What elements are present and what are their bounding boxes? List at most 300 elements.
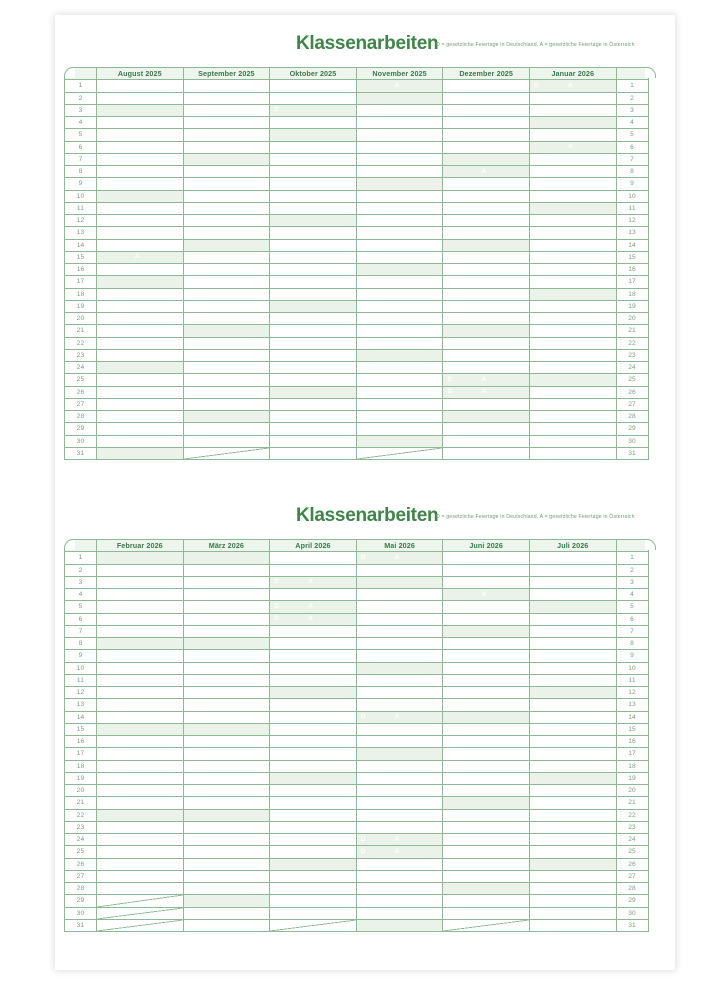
planner-day-cell[interactable]: [97, 166, 184, 178]
planner-day-cell[interactable]: [97, 638, 184, 650]
planner-day-cell[interactable]: [443, 153, 530, 165]
planner-day-cell[interactable]: [183, 300, 270, 312]
planner-day-cell[interactable]: [356, 362, 443, 374]
planner-day-cell[interactable]: [443, 166, 530, 178]
planner-day-cell[interactable]: [183, 576, 270, 588]
planner-day-cell[interactable]: [529, 687, 616, 699]
planner-day-cell[interactable]: [529, 907, 616, 919]
planner-day-cell[interactable]: [356, 178, 443, 190]
planner-day-cell[interactable]: [270, 601, 357, 613]
planner-day-cell[interactable]: [443, 313, 530, 325]
planner-day-cell[interactable]: [443, 650, 530, 662]
planner-day-cell[interactable]: [183, 202, 270, 214]
planner-day-cell[interactable]: [183, 736, 270, 748]
planner-day-cell[interactable]: [183, 398, 270, 410]
planner-day-cell[interactable]: [529, 723, 616, 735]
planner-day-cell[interactable]: [356, 834, 443, 846]
planner-day-cell[interactable]: [356, 251, 443, 263]
planner-day-cell[interactable]: [183, 386, 270, 398]
planner-day-cell[interactable]: [97, 552, 184, 564]
planner-day-cell[interactable]: [183, 411, 270, 423]
planner-day-cell[interactable]: [529, 809, 616, 821]
planner-day-cell[interactable]: [529, 674, 616, 686]
planner-day-cell[interactable]: [529, 589, 616, 601]
planner-day-cell[interactable]: [529, 797, 616, 809]
planner-day-cell[interactable]: [443, 625, 530, 637]
planner-day-cell[interactable]: [270, 92, 357, 104]
planner-day-cell[interactable]: [529, 711, 616, 723]
planner-day-cell[interactable]: [97, 153, 184, 165]
planner-day-cell[interactable]: [356, 785, 443, 797]
planner-day-cell[interactable]: [443, 398, 530, 410]
planner-day-cell[interactable]: [356, 411, 443, 423]
planner-day-cell[interactable]: [97, 264, 184, 276]
planner-day-cell[interactable]: [183, 699, 270, 711]
planner-day-cell[interactable]: [97, 785, 184, 797]
planner-day-cell[interactable]: [270, 846, 357, 858]
planner-day-cell[interactable]: [97, 117, 184, 129]
planner-day-cell[interactable]: [270, 736, 357, 748]
planner-day-cell[interactable]: [183, 153, 270, 165]
planner-day-cell[interactable]: [356, 772, 443, 784]
planner-day-cell[interactable]: [97, 613, 184, 625]
planner-day-cell[interactable]: [270, 251, 357, 263]
planner-day-cell[interactable]: [97, 251, 184, 263]
planner-day-cell[interactable]: [97, 178, 184, 190]
planner-day-cell[interactable]: [183, 711, 270, 723]
planner-day-cell[interactable]: [356, 760, 443, 772]
planner-day-cell[interactable]: [529, 313, 616, 325]
planner-day-cell[interactable]: [356, 166, 443, 178]
planner-day-cell[interactable]: [443, 362, 530, 374]
planner-day-cell[interactable]: [443, 699, 530, 711]
planner-day-cell[interactable]: [443, 435, 530, 447]
planner-day-cell[interactable]: [183, 313, 270, 325]
planner-day-cell[interactable]: [356, 92, 443, 104]
planner-day-cell[interactable]: [97, 411, 184, 423]
planner-day-cell[interactable]: [529, 276, 616, 288]
planner-day-cell[interactable]: [270, 435, 357, 447]
planner-day-cell[interactable]: [183, 276, 270, 288]
planner-day-cell[interactable]: [183, 907, 270, 919]
planner-day-cell[interactable]: [183, 589, 270, 601]
planner-day-cell[interactable]: [270, 760, 357, 772]
planner-day-cell[interactable]: [529, 178, 616, 190]
planner-day-cell[interactable]: [529, 337, 616, 349]
planner-day-cell[interactable]: [97, 650, 184, 662]
planner-day-cell[interactable]: [270, 288, 357, 300]
planner-day-cell[interactable]: [183, 662, 270, 674]
planner-day-cell[interactable]: [356, 895, 443, 907]
planner-day-cell[interactable]: [529, 166, 616, 178]
planner-day-cell[interactable]: [443, 858, 530, 870]
planner-day-cell[interactable]: [270, 870, 357, 882]
planner-day-cell[interactable]: [356, 215, 443, 227]
planner-day-cell[interactable]: [97, 349, 184, 361]
planner-day-cell[interactable]: [443, 80, 530, 92]
planner-day-cell[interactable]: [97, 809, 184, 821]
planner-day-cell[interactable]: [443, 883, 530, 895]
planner-day-cell[interactable]: [97, 215, 184, 227]
planner-day-cell[interactable]: [443, 104, 530, 116]
planner-day-cell[interactable]: [443, 809, 530, 821]
planner-day-cell[interactable]: [270, 215, 357, 227]
planner-day-cell[interactable]: [270, 576, 357, 588]
planner-day-cell[interactable]: [529, 117, 616, 129]
planner-day-cell[interactable]: [356, 723, 443, 735]
planner-day-cell[interactable]: [270, 447, 357, 459]
planner-day-cell[interactable]: [183, 141, 270, 153]
planner-day-cell[interactable]: [97, 797, 184, 809]
planner-day-cell[interactable]: [270, 153, 357, 165]
planner-day-cell[interactable]: [270, 797, 357, 809]
planner-day-cell[interactable]: [270, 895, 357, 907]
planner-day-cell[interactable]: [270, 785, 357, 797]
planner-day-cell[interactable]: [443, 447, 530, 459]
planner-day-cell[interactable]: [356, 202, 443, 214]
planner-day-cell[interactable]: [183, 117, 270, 129]
planner-day-cell[interactable]: [97, 576, 184, 588]
planner-day-cell[interactable]: [529, 325, 616, 337]
planner-day-cell[interactable]: [356, 564, 443, 576]
planner-day-cell[interactable]: [183, 435, 270, 447]
planner-day-cell[interactable]: [356, 117, 443, 129]
planner-day-cell[interactable]: [97, 858, 184, 870]
planner-day-cell[interactable]: [443, 589, 530, 601]
planner-day-cell[interactable]: [443, 772, 530, 784]
planner-day-cell[interactable]: [443, 190, 530, 202]
planner-day-cell[interactable]: [443, 785, 530, 797]
planner-day-cell[interactable]: [97, 190, 184, 202]
planner-day-cell[interactable]: [270, 907, 357, 919]
planner-day-cell[interactable]: [443, 576, 530, 588]
planner-day-cell[interactable]: [443, 760, 530, 772]
planner-day-cell[interactable]: [356, 748, 443, 760]
planner-day-cell[interactable]: [529, 821, 616, 833]
planner-day-cell[interactable]: [270, 687, 357, 699]
planner-day-cell[interactable]: [97, 104, 184, 116]
planner-day-cell[interactable]: [97, 202, 184, 214]
planner-day-cell[interactable]: [270, 362, 357, 374]
planner-day-cell[interactable]: [356, 809, 443, 821]
planner-day-cell[interactable]: [97, 398, 184, 410]
planner-day-cell[interactable]: [183, 687, 270, 699]
planner-day-cell[interactable]: [270, 564, 357, 576]
planner-day-cell[interactable]: [529, 153, 616, 165]
planner-day-cell[interactable]: [183, 797, 270, 809]
planner-day-cell[interactable]: [529, 736, 616, 748]
planner-day-cell[interactable]: [356, 276, 443, 288]
planner-day-cell[interactable]: [356, 601, 443, 613]
planner-day-cell[interactable]: [270, 711, 357, 723]
planner-day-cell[interactable]: [270, 166, 357, 178]
planner-day-cell[interactable]: [183, 674, 270, 686]
planner-day-cell[interactable]: [443, 202, 530, 214]
planner-day-cell[interactable]: [183, 552, 270, 564]
planner-day-cell[interactable]: [183, 374, 270, 386]
planner-day-cell[interactable]: [183, 104, 270, 116]
planner-day-cell[interactable]: [443, 748, 530, 760]
planner-day-cell[interactable]: [356, 589, 443, 601]
planner-day-cell[interactable]: [529, 300, 616, 312]
planner-day-cell[interactable]: [443, 797, 530, 809]
planner-day-cell[interactable]: [443, 129, 530, 141]
planner-day-cell[interactable]: [443, 736, 530, 748]
planner-day-cell[interactable]: [529, 601, 616, 613]
planner-day-cell[interactable]: [183, 264, 270, 276]
planner-day-cell[interactable]: [356, 687, 443, 699]
planner-day-cell[interactable]: [270, 276, 357, 288]
planner-day-cell[interactable]: [183, 613, 270, 625]
planner-day-cell[interactable]: [529, 552, 616, 564]
planner-day-cell[interactable]: [183, 190, 270, 202]
planner-day-cell[interactable]: [270, 104, 357, 116]
planner-day-cell[interactable]: [356, 846, 443, 858]
planner-day-cell[interactable]: [529, 349, 616, 361]
planner-day-cell[interactable]: [97, 313, 184, 325]
planner-day-cell[interactable]: [270, 662, 357, 674]
planner-day-cell[interactable]: [529, 748, 616, 760]
planner-day-cell[interactable]: [97, 80, 184, 92]
planner-day-cell[interactable]: [97, 821, 184, 833]
planner-day-cell[interactable]: [183, 564, 270, 576]
planner-day-cell[interactable]: [183, 227, 270, 239]
planner-day-cell[interactable]: [97, 362, 184, 374]
planner-day-cell[interactable]: [529, 576, 616, 588]
planner-day-cell[interactable]: [529, 239, 616, 251]
planner-day-cell[interactable]: [270, 772, 357, 784]
planner-day-cell[interactable]: [529, 699, 616, 711]
planner-day-cell[interactable]: [183, 809, 270, 821]
planner-day-cell[interactable]: [270, 239, 357, 251]
planner-day-cell[interactable]: [270, 650, 357, 662]
planner-day-cell[interactable]: [97, 723, 184, 735]
planner-day-cell[interactable]: [270, 638, 357, 650]
planner-day-cell[interactable]: [97, 288, 184, 300]
planner-day-cell[interactable]: [270, 821, 357, 833]
planner-day-cell[interactable]: [356, 870, 443, 882]
planner-day-cell[interactable]: [443, 300, 530, 312]
planner-day-cell[interactable]: [183, 723, 270, 735]
planner-day-cell[interactable]: [270, 809, 357, 821]
planner-day-cell[interactable]: [443, 386, 530, 398]
planner-day-cell[interactable]: [97, 374, 184, 386]
planner-day-cell[interactable]: [529, 870, 616, 882]
planner-day-cell[interactable]: [270, 748, 357, 760]
planner-day-cell[interactable]: [183, 251, 270, 263]
planner-day-cell[interactable]: [529, 883, 616, 895]
planner-day-cell[interactable]: [97, 423, 184, 435]
planner-day-cell[interactable]: [443, 723, 530, 735]
planner-day-cell[interactable]: [183, 423, 270, 435]
planner-day-cell[interactable]: [270, 325, 357, 337]
planner-day-cell[interactable]: [270, 300, 357, 312]
planner-day-cell[interactable]: [356, 300, 443, 312]
planner-day-cell[interactable]: [443, 349, 530, 361]
planner-day-cell[interactable]: [356, 80, 443, 92]
planner-day-cell[interactable]: [356, 736, 443, 748]
planner-day-cell[interactable]: [183, 858, 270, 870]
planner-day-cell[interactable]: [183, 748, 270, 760]
planner-day-cell[interactable]: [443, 215, 530, 227]
planner-day-cell[interactable]: [443, 711, 530, 723]
planner-day-cell[interactable]: [97, 325, 184, 337]
planner-day-cell[interactable]: [443, 907, 530, 919]
planner-day-cell[interactable]: [183, 883, 270, 895]
planner-day-cell[interactable]: [356, 398, 443, 410]
planner-day-cell[interactable]: [97, 386, 184, 398]
planner-day-cell[interactable]: [270, 411, 357, 423]
planner-day-cell[interactable]: [270, 613, 357, 625]
planner-day-cell[interactable]: [356, 613, 443, 625]
planner-day-cell[interactable]: [529, 447, 616, 459]
planner-day-cell[interactable]: [270, 349, 357, 361]
planner-day-cell[interactable]: [270, 386, 357, 398]
planner-day-cell[interactable]: [529, 564, 616, 576]
planner-day-cell[interactable]: [356, 638, 443, 650]
planner-day-cell[interactable]: [529, 785, 616, 797]
planner-day-cell[interactable]: [183, 362, 270, 374]
planner-day-cell[interactable]: [356, 650, 443, 662]
planner-day-cell[interactable]: [97, 748, 184, 760]
planner-day-cell[interactable]: [356, 104, 443, 116]
planner-day-cell[interactable]: [270, 883, 357, 895]
planner-day-cell[interactable]: [270, 337, 357, 349]
planner-day-cell[interactable]: [183, 215, 270, 227]
planner-day-cell[interactable]: [270, 190, 357, 202]
planner-day-cell[interactable]: [443, 288, 530, 300]
planner-day-cell[interactable]: [443, 325, 530, 337]
planner-day-cell[interactable]: [183, 239, 270, 251]
planner-day-cell[interactable]: [443, 821, 530, 833]
planner-day-cell[interactable]: [356, 797, 443, 809]
planner-day-cell[interactable]: [183, 760, 270, 772]
planner-day-cell[interactable]: [529, 662, 616, 674]
planner-day-cell[interactable]: [97, 435, 184, 447]
planner-day-cell[interactable]: [443, 895, 530, 907]
planner-day-cell[interactable]: [529, 423, 616, 435]
planner-day-cell[interactable]: [356, 711, 443, 723]
planner-day-cell[interactable]: [356, 625, 443, 637]
planner-day-cell[interactable]: [183, 80, 270, 92]
planner-day-cell[interactable]: [443, 564, 530, 576]
planner-day-cell[interactable]: [443, 674, 530, 686]
planner-day-cell[interactable]: [356, 325, 443, 337]
planner-day-cell[interactable]: [529, 251, 616, 263]
planner-day-cell[interactable]: [270, 834, 357, 846]
planner-day-cell[interactable]: [443, 423, 530, 435]
planner-day-cell[interactable]: [270, 552, 357, 564]
planner-day-cell[interactable]: [97, 564, 184, 576]
planner-day-cell[interactable]: [529, 141, 616, 153]
planner-day-cell[interactable]: [270, 398, 357, 410]
planner-day-cell[interactable]: [97, 141, 184, 153]
planner-day-cell[interactable]: [270, 141, 357, 153]
planner-day-cell[interactable]: [183, 337, 270, 349]
planner-day-cell[interactable]: [97, 337, 184, 349]
planner-day-cell[interactable]: [270, 625, 357, 637]
planner-day-cell[interactable]: [97, 846, 184, 858]
planner-day-cell[interactable]: [97, 699, 184, 711]
planner-day-cell[interactable]: [356, 129, 443, 141]
planner-day-cell[interactable]: [356, 349, 443, 361]
planner-day-cell[interactable]: [529, 613, 616, 625]
planner-day-cell[interactable]: [443, 92, 530, 104]
planner-day-cell[interactable]: [97, 276, 184, 288]
planner-day-cell[interactable]: [443, 613, 530, 625]
planner-day-cell[interactable]: [270, 129, 357, 141]
planner-day-cell[interactable]: [356, 313, 443, 325]
planner-day-cell[interactable]: [356, 337, 443, 349]
planner-day-cell[interactable]: [443, 178, 530, 190]
planner-day-cell[interactable]: [356, 674, 443, 686]
planner-day-cell[interactable]: [529, 129, 616, 141]
planner-day-cell[interactable]: [97, 760, 184, 772]
planner-day-cell[interactable]: [529, 104, 616, 116]
planner-day-cell[interactable]: [443, 846, 530, 858]
planner-day-cell[interactable]: [97, 92, 184, 104]
planner-day-cell[interactable]: [443, 601, 530, 613]
planner-day-cell[interactable]: [443, 834, 530, 846]
planner-day-cell[interactable]: [97, 674, 184, 686]
planner-day-cell[interactable]: [529, 834, 616, 846]
planner-day-cell[interactable]: [443, 227, 530, 239]
planner-day-cell[interactable]: [529, 846, 616, 858]
planner-day-cell[interactable]: [183, 650, 270, 662]
planner-day-cell[interactable]: [529, 760, 616, 772]
planner-day-cell[interactable]: [443, 251, 530, 263]
planner-day-cell[interactable]: [529, 650, 616, 662]
planner-day-cell[interactable]: [443, 552, 530, 564]
planner-day-cell[interactable]: [529, 190, 616, 202]
planner-day-cell[interactable]: [529, 398, 616, 410]
planner-day-cell[interactable]: [183, 638, 270, 650]
planner-day-cell[interactable]: [97, 870, 184, 882]
planner-day-cell[interactable]: [443, 662, 530, 674]
planner-day-cell[interactable]: [97, 711, 184, 723]
planner-day-cell[interactable]: [443, 687, 530, 699]
planner-day-cell[interactable]: [97, 447, 184, 459]
planner-day-cell[interactable]: [529, 895, 616, 907]
planner-day-cell[interactable]: [356, 907, 443, 919]
planner-day-cell[interactable]: [270, 178, 357, 190]
planner-day-cell[interactable]: [270, 723, 357, 735]
planner-day-cell[interactable]: [356, 699, 443, 711]
planner-day-cell[interactable]: [529, 80, 616, 92]
planner-day-cell[interactable]: [183, 821, 270, 833]
planner-day-cell[interactable]: [356, 141, 443, 153]
planner-day-cell[interactable]: [97, 129, 184, 141]
planner-day-cell[interactable]: [529, 202, 616, 214]
planner-day-cell[interactable]: [183, 92, 270, 104]
planner-day-cell[interactable]: [97, 239, 184, 251]
planner-day-cell[interactable]: [443, 411, 530, 423]
planner-day-cell[interactable]: [183, 129, 270, 141]
planner-day-cell[interactable]: [97, 589, 184, 601]
planner-day-cell[interactable]: [270, 423, 357, 435]
planner-day-cell[interactable]: [356, 264, 443, 276]
planner-day-cell[interactable]: [356, 576, 443, 588]
planner-day-cell[interactable]: [356, 423, 443, 435]
planner-day-cell[interactable]: [183, 178, 270, 190]
planner-day-cell[interactable]: [270, 202, 357, 214]
planner-day-cell[interactable]: [529, 919, 616, 931]
planner-day-cell[interactable]: [443, 276, 530, 288]
planner-day-cell[interactable]: [356, 227, 443, 239]
planner-day-cell[interactable]: [356, 435, 443, 447]
planner-day-cell[interactable]: [356, 386, 443, 398]
planner-day-cell[interactable]: [356, 190, 443, 202]
